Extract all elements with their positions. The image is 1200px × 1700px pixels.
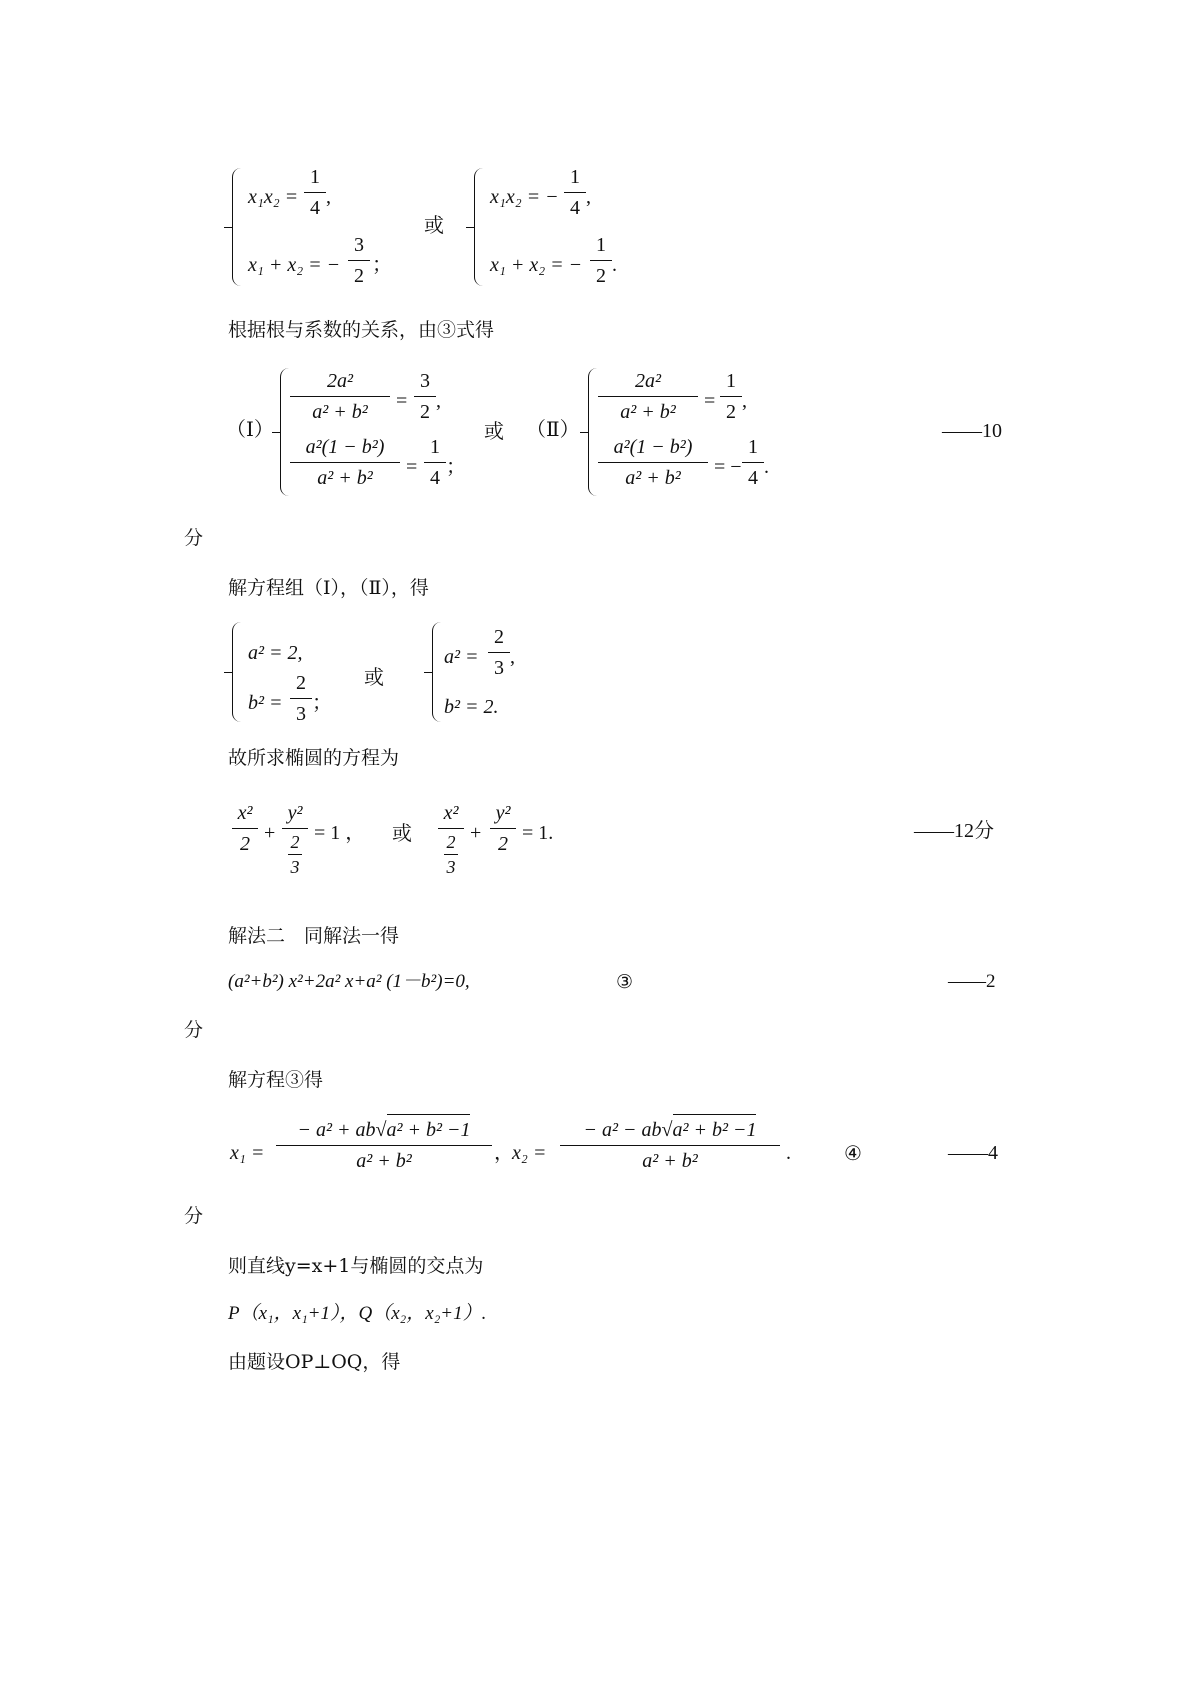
label-ii: （Ⅱ） [526,417,580,441]
score-mark: ——4 [948,1142,998,1164]
equation: x₁ + x₂ = − [490,254,583,276]
equals: = [396,390,408,412]
fraction: 2a² a² + b² [598,368,698,425]
right-brace [432,622,441,722]
fraction: − a² − ab√a² + b² −1 a² + b² [560,1114,780,1174]
paragraph: 解方程③得 [228,1069,324,1091]
or-text: 或 [484,419,504,443]
fraction: 1 2 [720,368,742,425]
fraction: 1 4 [564,164,586,221]
fraction: a²(1 − b²) a² + b² [598,434,708,491]
equals: = − [714,456,742,478]
points-pq: P（x₁，x₁+1），Q（x₂，x₂+1）. [228,1303,487,1324]
equation: b² = [248,692,283,714]
fraction: − a² + ab√a² + b² −1 a² + b² [276,1114,492,1174]
fraction: x² 2 3 [438,800,464,878]
score-unit: 分 [184,527,204,549]
plus: + [470,822,482,844]
punctuation: ， [494,1142,514,1164]
fraction: y² 2 3 [282,800,308,878]
fraction: 1 2 [590,232,612,289]
fraction: y² 2 [490,800,516,857]
punctuation: ； [446,456,466,478]
fraction: 2 3 [488,624,510,681]
punctuation: , [326,186,331,208]
punctuation: . [612,254,617,276]
paragraph: 则直线y=x+1与椭圆的交点为 [228,1255,484,1277]
equation: b² = 2. [444,696,499,718]
fraction: x² 2 [232,800,258,857]
fraction: 3 2 [414,368,436,425]
equation: x₁ + x₂ = − [248,254,341,276]
left-brace [232,622,241,722]
punctuation: . [764,456,769,478]
fraction: 1 4 [742,434,764,491]
x2-label: x₂ = [512,1142,547,1164]
left-brace [232,168,241,286]
equals: = [406,456,418,478]
score-mark: ——10 [942,420,1002,442]
equation-marker: ④ [844,1141,862,1165]
punctuation: , [510,646,515,668]
fraction: 2 3 [290,670,312,727]
equation: a² = 2, [248,642,303,664]
x1-label: x₁ = [230,1142,265,1164]
fraction: 3 2 [348,232,370,289]
score-mark: ——2 [948,971,996,992]
equation-3: (a²+b²) x²+2a² x+a² (1－b²)=0, [228,971,470,992]
left-brace [280,368,289,496]
equals-one: = 1. [522,822,554,844]
fraction: 1 4 [424,434,446,491]
fraction: 1 4 [304,164,326,221]
equation-marker: ③ [616,971,634,993]
or-text: 或 [364,665,384,689]
punctuation: , [436,390,441,412]
score-mark: ——12分 [914,820,994,842]
or-text: 或 [424,213,444,237]
score-unit: 分 [184,1205,204,1227]
equals: = [704,390,716,412]
equals-one: = 1 ， [314,822,366,844]
punctuation: , [586,186,591,208]
punctuation: ； [312,692,332,714]
paragraph: 根据根与系数的关系，由③式得 [228,319,495,341]
equation: x₁x₂ = − [490,186,559,208]
punctuation: . [786,1142,791,1164]
right-brace [588,368,597,496]
plus: + [264,822,276,844]
label-i: （Ⅰ） [226,417,274,441]
score-unit: 分 [184,1019,204,1041]
paragraph: 由题设OP⊥OQ，得 [228,1351,401,1373]
punctuation: , [742,390,747,412]
or-text: 或 [392,821,412,845]
equation: a² = [444,646,479,668]
punctuation: ； [372,254,392,276]
equation: x₁x₂ = [248,186,299,208]
paragraph: 解方程组（Ⅰ），（Ⅱ），得 [228,577,429,599]
fraction: a²(1 − b²) a² + b² [290,434,400,491]
fraction: 2a² a² + b² [290,368,390,425]
right-brace [474,168,483,286]
paragraph: 解法二 同解法一得 [228,925,400,947]
paragraph: 故所求椭圆的方程为 [228,747,400,769]
